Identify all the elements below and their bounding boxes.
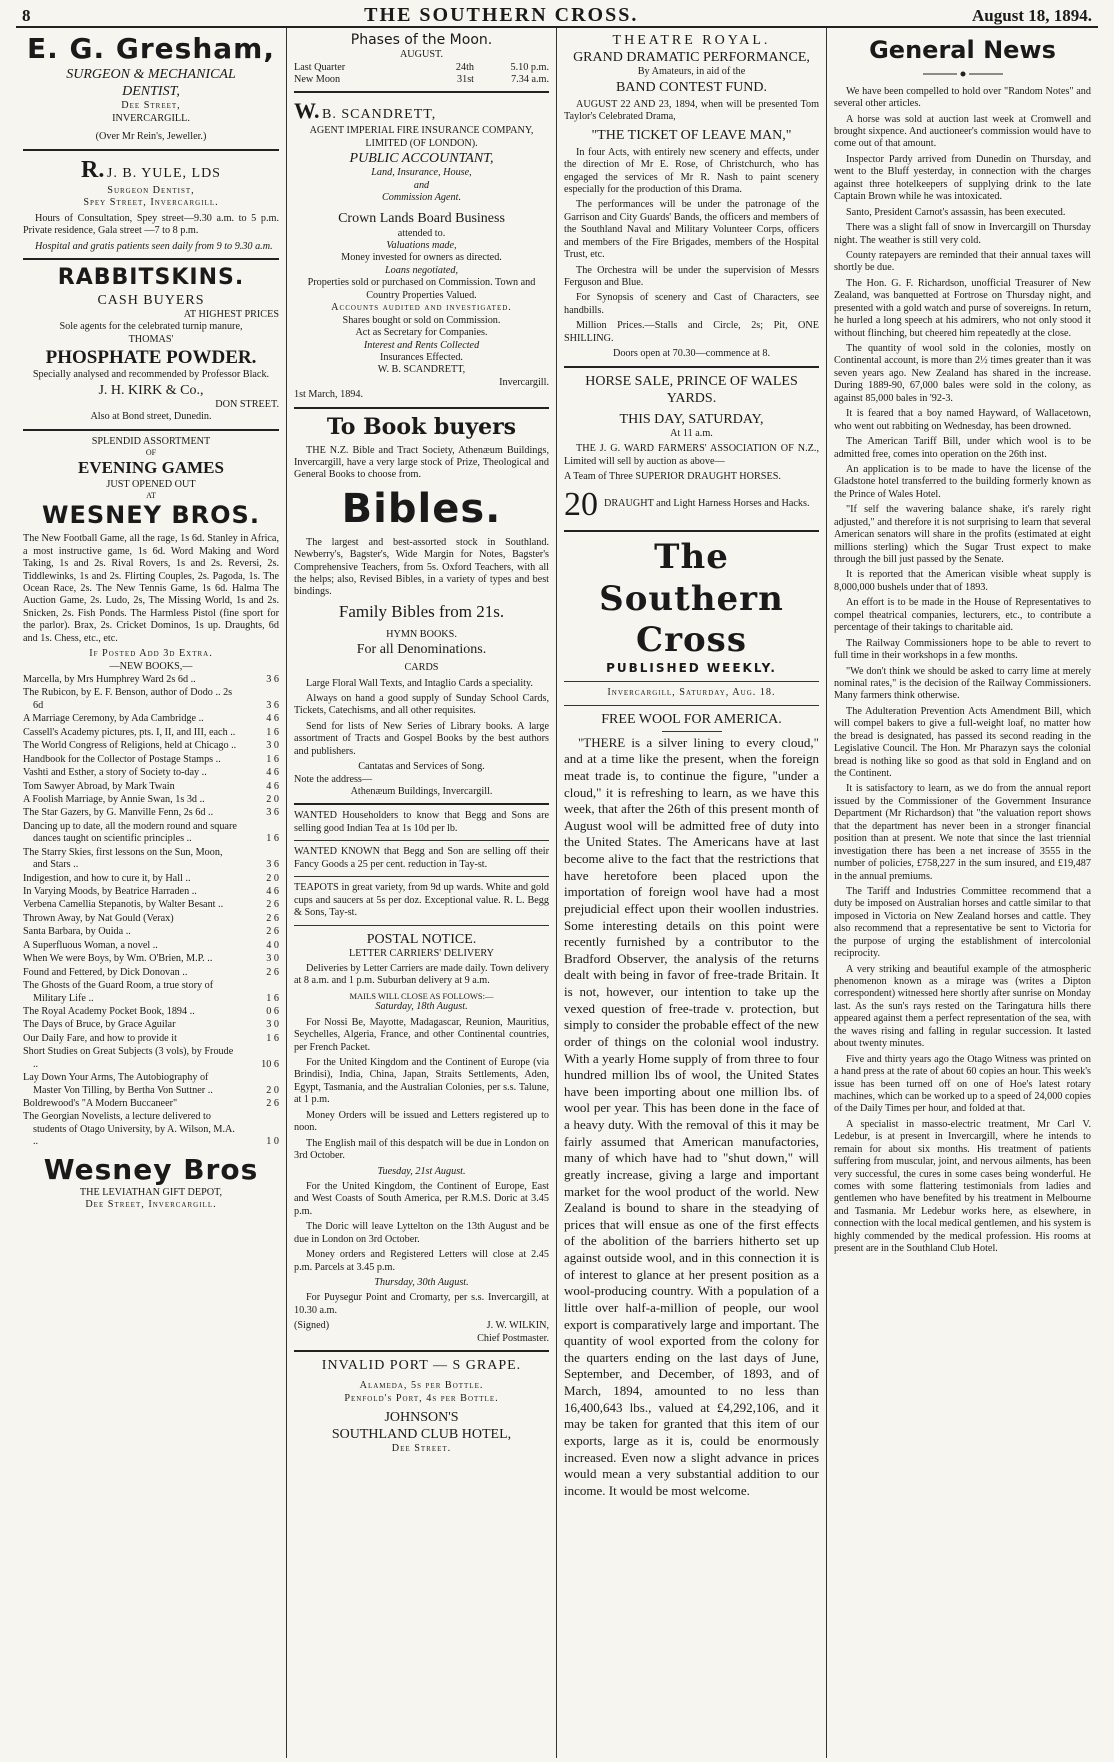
scandrett-pa: PUBLIC ACCOUNTANT, — [349, 151, 494, 167]
bibles-title: Bibles. — [341, 485, 502, 532]
dateline: Invercargill, Saturday, Aug. 18. — [607, 687, 776, 699]
book-item — [23, 674, 279, 686]
postal-mails: MAILS WILL CLOSE AS FOLLOWS:— — [349, 990, 494, 1001]
games-ad — [23, 436, 279, 530]
send-text: Send for lists of New Series of Library books. A large assortment of Tracts and Gospel Books by the best authors and publishers. — [294, 720, 549, 757]
wesney-bros-header: WESNEY BROS. — [42, 500, 260, 529]
moon-month: AUGUST. — [399, 49, 444, 61]
postal-p7: Money orders and Registered Letters will close at 2.45 p.m. Parcels at 3.45 p.m. — [294, 1249, 549, 1273]
book-title: Santa Barbara, by Ouida .. — [23, 926, 131, 938]
book-price: 2 0 — [266, 793, 279, 805]
note-address: Note the address— — [294, 773, 373, 785]
wesney-footer — [23, 1153, 279, 1212]
book-item — [23, 873, 279, 885]
horse-title: HORSE SALE, PRINCE OF WALES YARDS. — [585, 373, 798, 406]
book-title: Cassell's Academy pictures, pts. I, II, and III, each .. — [23, 726, 236, 738]
moon-time: 7.34 a.m. — [511, 73, 549, 85]
book-title: In Varying Moods, by Beatrice Harraden .. — [23, 886, 197, 898]
book-item — [23, 953, 279, 965]
scandrett-land: Land, Insurance, House, — [371, 167, 472, 179]
wool-article — [564, 711, 819, 1500]
gresham-town: INVERCARGILL. — [112, 112, 190, 124]
cards-title: CARDS — [404, 662, 439, 674]
scandrett-agent: AGENT IMPERIAL FIRE INSURANCE COMPANY, LIMITED (OF LONDON). — [309, 125, 534, 149]
book-item — [23, 967, 279, 979]
book-item — [23, 913, 279, 925]
book-item — [23, 847, 279, 872]
news-item: A horse was sold at auction last week at Cromwell and brought sixpence. And auctioneer's commission would have to come out of that amount. — [834, 113, 1091, 150]
book-item — [23, 886, 279, 898]
theatre-dates: AUGUST 22 AND 23, 1894, when will be presented Tom Taylor's Celebrated Drama, — [564, 98, 819, 123]
book-price: 2 6 — [266, 926, 279, 938]
horse-team: A Team of Three SUPERIOR DRAUGHT HORSES. — [564, 471, 781, 483]
column-1 — [16, 28, 286, 1758]
paper-masthead — [564, 537, 819, 705]
book-title: The Royal Academy Pocket Book, 1894 .. — [23, 1005, 195, 1017]
hymn-books: HYMN BOOKS. — [386, 628, 457, 640]
invalid-l4: SOUTHLAND CLUB HOTEL, — [331, 1427, 512, 1443]
kirk-name: J. H. KIRK & Co., — [98, 382, 204, 398]
theatre-grand: GRAND DRAMATIC PERFORMANCE, — [573, 50, 810, 66]
yule-initial: R. — [81, 156, 105, 183]
book-item — [23, 926, 279, 938]
news-item: The Railway Commissioners hope to be able to revert to full time in their workshops in a few months. — [834, 637, 1091, 662]
moon-phase: New Moon — [294, 73, 341, 85]
column-3 — [556, 28, 826, 1758]
cantatas-text: Cantatas and Services of Song. — [358, 761, 485, 773]
scandrett-insur: Insurances Effected. — [380, 351, 463, 363]
published-weekly: PUBLISHED WEEKLY. — [606, 661, 777, 676]
news-item: County ratepayers are reminded that their annual taxes will shortly be due. — [834, 249, 1091, 274]
theatre-orch: The Orchestra will be under the supervision of Messrs Ferguson and Blue. — [564, 264, 819, 288]
all-denominations: For all Denominations. — [356, 641, 487, 657]
news-item: "If self the wavering balance shake, it's rarely right adjusted," and therefore it is not surprising to learn that several American senators will share in the profits (estimated at eight millions sterling) which the Sugar Trust expect to make through the bill just passed by the Senate. — [834, 504, 1091, 566]
yule-role: Surgeon Dentist, — [107, 184, 195, 196]
postal-signed: (Signed) — [294, 1320, 330, 1332]
theatre-title: THEATRE ROYAL. — [612, 33, 771, 48]
book-title: Marcella, by Mrs Humphrey Ward 2s 6d .. — [23, 674, 196, 686]
gresham-role2: DENTIST, — [122, 84, 180, 100]
yule-ad — [23, 156, 279, 253]
book-price: 3 6 — [266, 674, 279, 686]
scandrett-interest: Interest and Rents Collected — [363, 339, 480, 351]
book-item — [23, 754, 279, 766]
gresham-name: E. G. Gresham, — [27, 32, 275, 65]
book-price: 4 6 — [266, 886, 279, 898]
scandrett-accounts: Accounts audited and investigated. — [331, 302, 512, 314]
scandrett-sigtown: Invercargill. — [499, 376, 549, 388]
book-price: 4 6 — [266, 767, 279, 779]
book-item — [23, 821, 279, 846]
ornament-icon — [834, 69, 1091, 81]
scandrett-money: Money invested for owners as directed. — [341, 252, 502, 264]
moon-phase: Last Quarter — [294, 61, 346, 73]
rabbitskins-spec: Specially analysed and recommended by Professor Black. — [32, 369, 270, 381]
book-price: 2 6 — [266, 1098, 279, 1110]
book-item — [23, 781, 279, 793]
book-price: 4 6 — [266, 713, 279, 725]
rabbitskins-prices: AT HIGHEST PRICES — [183, 308, 279, 320]
book-title: The Days of Bruce, by Grace Aguilar — [23, 1019, 176, 1031]
scandrett-name: B. SCANDRETT, — [322, 107, 437, 123]
phosphate-powder: PHOSPHATE POWDER. — [45, 347, 257, 369]
games-list: The New Football Game, all the rage, 1s 6d. Stanley in Africa, a most instructive game, 1s 6d. Word Making and Word Taking, 1s and 2s. Rival Rovers, 1s and 2s. Reversi, 2s. Tiddlewinks, 1s and 2s. Flirting Couples, 2s. Pagoda, 1s. The Ocean Race, 2s. The New Tennis Game, 1s 6d. Halma The Auction Game, 2s. Ludo, 2s, The Missing World, 1s and 2s. Snicken, 2s. Fish Ponds. The Harmless Pistol (fine sport for the parlor). Brax, 2s. Cricket Dominos, 1s up. Draughts, 6d and 1s. Chess, etc., etc. — [23, 533, 279, 644]
postal-p2: For the United Kingdom and the Continent of Europe (via Brindisi), India, China, Japan, Straits Settlements, Aden, Egypt, Tasmania, and the Australian Colonies, per s.s. Talune, at 1 p.m. — [294, 1057, 549, 1106]
scandrett-initial: W. — [294, 98, 320, 124]
book-title: The Ghosts of the Guard Room, a true story of Military Life .. — [23, 980, 214, 1004]
moon-row — [294, 74, 549, 86]
scandrett-loans: Loans negotiated, — [384, 264, 458, 276]
postal-p5: For the United Kingdom, the Continent of Europe, East and West Coasts of South America, per R.M.S. Doric at 3.45 p.m. — [294, 1180, 549, 1217]
book-item — [23, 687, 279, 712]
book-item — [23, 794, 279, 806]
wesney-brand: Wesney Bros — [43, 1152, 259, 1186]
scandrett-sig: W. B. SCANDRETT, — [377, 364, 466, 376]
scandrett-props: Properties sold or purchased on Commission. Town and Country Properties Valued. — [307, 277, 536, 301]
gresham-role1: SURGEON & MECHANICAL — [66, 67, 236, 83]
book-price: 1 6 — [266, 1032, 279, 1044]
paper-masthead-title: The Southern Cross — [599, 537, 784, 661]
book-title: Dancing up to date, all the modern round and square dances taught on scientific principles .. — [23, 820, 237, 845]
news-item: The Hon. G. F. Richardson, unofficial Treasurer of New Zealand, was banquetted at Fortrose on Thursday night, and presented with a gold watch and purse of sovereigns. In return, he hurled a long speech at his admirers, who not only stood it without flinching, but cheered him repeatedly at the close. — [834, 277, 1091, 339]
games-l2: OF — [145, 448, 157, 458]
book-price: 2 0 — [266, 872, 279, 884]
postal-notice — [294, 931, 549, 1346]
theatre-royal-ad — [564, 32, 819, 361]
book-title: Indigestion, and how to cure it, by Hall .. — [23, 872, 191, 884]
invalid-l2: Penfold's Port, 4s per Bottle. — [344, 1392, 499, 1404]
book-title: Our Daily Fare, and how to provide it — [23, 1032, 177, 1044]
book-title: The Rubicon, by E. F. Benson, author of Dodo .. 2s 6d — [23, 687, 233, 711]
book-price: 1 6 — [266, 992, 279, 1004]
books-list — [23, 674, 279, 1149]
news-item: Inspector Pardy arrived from Dunedin on Thursday, and went to the Bluff yesterday, in connection with the charges against three hotelkeepers of supplying drink to the late Captain Brown while he was intoxicated. — [834, 153, 1091, 203]
new-books-header: —NEW BOOKS,— — [109, 660, 193, 672]
book-title: The Star Gazers, by G. Manville Fenn, 2s 6d .. — [23, 807, 214, 819]
book-price: 1 6 — [266, 833, 279, 845]
rabbitskins-agents: Sole agents for the celebrated turnip manure, — [59, 321, 243, 333]
book-title: Lay Down Your Arms, The Autobiography of Master Von Tilling, by Bertha Von Suttner .. — [23, 1072, 213, 1096]
scandrett-valuations: Valuations made, — [386, 240, 457, 251]
book-price: 1 6 — [266, 753, 279, 765]
news-item: The quantity of wool sold in the colonies, mostly on Continental account, is more than 2½ times greater than it was seven years ago. New Zealand has shared in the increase. During 1889-90, 67,000 bales were sold in the colony, as against 85,000 bales in '92-3. — [834, 343, 1091, 404]
book-title: Tom Sawyer Abroad, by Mark Twain — [23, 780, 175, 792]
news-list — [834, 86, 1091, 1256]
teapots-ad: TEAPOTS in great variety, from 9d up wards. White and gold cups and saucers at 5s per doz. Exceptional value. R. L. Begg & Sons, Tay-st. — [294, 882, 549, 919]
news-item: The Tariff and Industries Committee recommend that a duty be imposed on Australian horses and cattle similar to that imposed in Victoria on New Zealand horses and cattle. They also recommend that a representative be sent to Victoria for the purpose of urging the establishment of intercolonial reciprocity. — [834, 885, 1091, 960]
book-title: Boldrewood's "A Modern Buccaneer" — [23, 1098, 178, 1110]
theatre-synopsis: For Synopsis of scenery and Cast of Characters, see handbills. — [564, 292, 819, 316]
book-title: A Superfluous Woman, a novel .. — [23, 939, 158, 951]
book-item — [23, 1033, 279, 1045]
theatre-perf: The performances will be under the patronage of the Garrison and City Guards' Bands, the officers and members of the Southland Naval and Military Volunteer Corps, officers and members of the Fire Brigades, members of the Hospital Trust, etc. — [564, 199, 819, 261]
column-4 — [826, 28, 1098, 1758]
book-buyers-ad — [294, 414, 549, 799]
newspaper-title: THE SOUTHERN CROSS. — [364, 4, 639, 26]
scandrett-shares: Shares bought or sold on Commission. — [342, 314, 501, 326]
invalid-l3: JOHNSON'S — [384, 1410, 459, 1426]
postal-sub: LETTER CARRIERS' DELIVERY — [348, 947, 495, 959]
games-l3: EVENING GAMES — [78, 458, 224, 478]
moon-table — [294, 62, 549, 87]
news-item: We have been compelled to hold over "Random Notes" and several other articles. — [834, 85, 1091, 110]
book-price: 2 6 — [266, 912, 279, 924]
yule-hospital: Hospital and gratis patients seen daily from 9 to 9.30 a.m. — [35, 240, 273, 252]
page-masthead — [16, 4, 1098, 28]
book-item — [23, 807, 279, 819]
kirk-street: DON STREET. — [215, 398, 279, 410]
book-price: 3 6 — [266, 807, 279, 819]
kirk-bond: Also at Bond street, Dunedin. — [90, 411, 212, 423]
scandrett-and: and — [413, 179, 430, 191]
general-news-title: General News — [869, 36, 1056, 64]
yule-address: Spey Street, Invercargill. — [83, 197, 219, 209]
news-item: A very striking and beautiful example of the atmospheric phenomenon known as a mirage was (writes a Dipton correspondent) witnessed here shortly after sunrise on Monday last. As the sun's rays rested on the Taringatura hills there appeared against them a perfect representation of the sea, with the waves rising and falling in regular succession. It lasted about twenty minutes. — [834, 963, 1091, 1050]
horse-text: THE J. G. WARD FARMERS' ASSOCIATION OF N.Z., Limited will sell by auction as above— — [564, 443, 819, 467]
gresham-street: Dee Street, — [121, 100, 181, 112]
book-item — [23, 727, 279, 739]
book-title: Verbena Camellia Stepanotis, by Walter Besant .. — [23, 899, 224, 911]
book-price: 3 0 — [266, 1019, 279, 1031]
book-title: The Starry Skies, first lessons on the Sun, Moon, and Stars .. — [23, 846, 223, 871]
book-price: 4 0 — [266, 939, 279, 951]
leviathan-depot: THE LEVIATHAN GIFT DEPOT, — [79, 1186, 223, 1198]
postal-tue: Tuesday, 21st August. — [377, 1165, 466, 1177]
article-body: "THERE is a silver lining to every cloud," and at a time like the present, when the foreign meat trade is, to continue the figure, "under a cloud," it is refreshing to learn, as we have this week, that after the 26th of this present month of August wool will be admitted free of duty into the United States. The Americans have at last become alive to the fact that the restrictions that have heretofore been placed upon the importation of foreign wool have had a most prejudicial effect upon their woollen industries. Some interesting details on this point were recently furnished by a contributor to the Bradford Observer, the analysis of the returns dealt with being in favor of free-trade Britain. It is not, however, our intention to take up the vexed question of free-trade v. protection, but simply to consider the probable effect of the new order of things on the colonial wool industry. With a yearly Home supply of from three to four hundred million lbs of wool, the United States have been importing about one million lbs. of wool per year. This has been done in the face of a heavy duty. With the removal of this it may be fairly assumed that American manufactories, many of which have had to "shut down," will greatly increase, giving a large and important market for the wool product of the world. New Zealand is bound to share in the steadying of prices that will ensue as one of the first effects of the abolition of the barriers hitherto set up against outside wool, and in this connection it is of interest to glance at her present position as a wool-producing country. With a population of a little over half-a-million of people, our wool export is comparatively large and important. The quantity of wool exported from the colony for the quarters ending on the last days of June, September, and December, of 1893, and of March, 1894, amounted to no less than 16,400,643 lbs., valued at £4,292,106, and it may be taken for granted that this item of our exports, large as it is, could be enormously increased. Even now a slight advance in prices would mean a very substantial addition to our income. It would be most welcome. — [564, 734, 819, 1498]
postal-p4: The English mail of this despatch will be due in London on 3rd October. — [294, 1137, 549, 1162]
book-title: A Marriage Ceremony, by Ada Cambridge .. — [23, 713, 204, 725]
book-title: Short Studies on Great Subjects (3 vols), by Froude .. — [23, 1046, 234, 1070]
postal-chief: Chief Postmaster. — [477, 1332, 549, 1344]
postal-p6: The Doric will leave Lyttelton on the 13th August and be due in London on 3rd October. — [294, 1221, 549, 1245]
book-buyers-title: To Book buyers — [326, 413, 517, 440]
news-item: It is reported that the American visible wheat supply is 8,000,000 bushels under that of 1893. — [834, 569, 1091, 593]
book-price: 2 6 — [266, 899, 279, 911]
book-price: 4 6 — [266, 780, 279, 792]
always-text: Always on hand a good supply of Sunday School Cards, Tickets, Catechisms, and all other requisites. — [294, 692, 549, 717]
book-item — [23, 940, 279, 952]
gresham-note: (Over Mr Rein's, Jeweller.) — [95, 131, 207, 143]
book-price: 3 6 — [266, 699, 279, 711]
horse-time: At 11 a.m. — [670, 427, 713, 439]
book-price: 1 6 — [266, 726, 279, 738]
book-price: 1 0 — [266, 1136, 279, 1148]
postal-sat: Saturday, 18th August. — [375, 1001, 468, 1013]
yule-name: J. B. YULE, LDS — [106, 165, 221, 181]
family-bibles: Family Bibles from 21s. — [338, 601, 505, 621]
scandrett-crown: Crown Lands Board Business — [338, 211, 505, 227]
news-item: An effort is to be made in the House of Representatives to compel theatrical companies, lecturers, etc., to contribute a percentage of their takings to charitable aid. — [834, 597, 1091, 634]
scandrett-date: 1st March, 1894. — [294, 389, 364, 401]
book-price: 2 0 — [266, 1084, 279, 1096]
rabbitskins-ad — [23, 265, 279, 424]
book-price: 3 0 — [266, 953, 279, 965]
invalid-l5: Dee Street. — [391, 1443, 452, 1455]
postal-p1: For Nossi Be, Mayotte, Madagascar, Reunion, Mauritius, Seychelles, Algeria, France, and other Continental countries, per French Packet. — [294, 1016, 549, 1053]
scandrett-ad — [294, 98, 549, 401]
news-item: Five and thirty years ago the Otago Witness was printed on a hand press at the rate of about 60 copies an hour. This week's issue has been turned off on one of Hoe's latest rotary machines, which can be worked up to a speed of 24,000 copies of the Daily Times per hour, and folded at that. — [834, 1053, 1091, 1115]
moon-row — [294, 62, 549, 74]
invalid-port-ad — [294, 1357, 549, 1456]
moon-time: 5.10 p.m. — [510, 61, 549, 73]
book-item — [23, 1019, 279, 1031]
yule-hours: Hours of Consultation, Spey street—9.30 a.m. to 5 p.m. Private residence, Gala street —7 to 8 p.m. — [23, 212, 279, 237]
book-title: A Foolish Marriage, by Annie Swan, 1s 3d .. — [23, 793, 205, 805]
wesney-address: Dee Street, Invercargill. — [85, 1199, 217, 1211]
moon-title: Phases of the Moon. — [350, 32, 493, 48]
book-price: 3 0 — [266, 740, 279, 752]
book-item — [23, 1046, 279, 1071]
book-item — [23, 1006, 279, 1018]
book-price: 10 6 — [261, 1058, 279, 1070]
book-item — [23, 713, 279, 725]
book-title: Found and Fettered, by Dick Donovan .. — [23, 966, 188, 978]
book-price: 3 6 — [266, 859, 279, 871]
games-l1: SPLENDID ASSORTMENT — [91, 435, 211, 447]
theatre-prices: Million Prices.—Stalls and Circle, 2s; Pit, ONE SHILLING. — [564, 320, 819, 344]
horse-day: THIS DAY, SATURDAY, — [619, 411, 764, 427]
moon-phases — [294, 32, 549, 86]
scandrett-comm: Commission Agent. — [381, 192, 462, 204]
article-title: FREE WOOL FOR AMERICA. — [601, 711, 782, 727]
games-l5: AT — [146, 491, 156, 501]
book-title: Vashti and Esther, a story of Society to-day .. — [23, 767, 207, 779]
book-item — [23, 1098, 279, 1110]
invalid-l1: Alameda, 5s per Bottle. — [359, 1380, 484, 1392]
news-item: An application is to be made to have the license of the Gladstone hotel transferred to the building formerly known as the Prince of Wales Hotel. — [834, 463, 1091, 500]
horse-number: 20 — [564, 485, 598, 523]
book-title: Handbook for the Collector of Postage Stamps .. — [23, 753, 221, 765]
theatre-doors: Doors open at 70.30—commence at 8. — [612, 348, 771, 360]
news-item: It is feared that a boy named Hayward, of Wallacetown, who went out rabbiting on Wednesday, has been drowned. — [834, 408, 1091, 432]
invalid-port-title: INVALID PORT — S GRAPE. — [321, 1358, 522, 1374]
postal-wilkin: J. W. WILKIN, — [486, 1320, 549, 1332]
book-item — [23, 767, 279, 779]
issue-date: August 18, 1894. — [972, 6, 1092, 25]
scandrett-secretary: Act as Secretary for Companies. — [355, 327, 488, 339]
postal-title: POSTAL NOTICE. — [366, 931, 477, 947]
moon-day: 24th — [455, 61, 474, 73]
book-item — [23, 1072, 279, 1097]
theatre-play: "THE TICKET OF LEAVE MAN," — [591, 127, 792, 143]
theatre-fund: BAND CONTEST FUND. — [615, 79, 768, 95]
moon-day: 31st — [457, 73, 474, 85]
book-item — [23, 1111, 279, 1148]
book-title: Thrown Away, by Nat Gould (Verax) — [23, 912, 174, 924]
cards-text: Large Floral Wall Texts, and Intaglio Cards a speciality. — [306, 677, 533, 689]
column-2 — [286, 28, 556, 1758]
news-item: Santo, President Carnot's assassin, has been executed. — [846, 206, 1066, 218]
news-item: There was a slight fall of snow in Invercargill on Thursday night. The weather is still very cold. — [834, 222, 1091, 246]
news-item: The Adulteration Prevention Acts Amendment Bill, which will compel bakers to give a full-weight loaf, no matter how the bread is designated, has passed its second reading in the Legislative Council. The Hon. Mr Pharazyn says the colonial bread is nothing like so good as that sold in England and on the Continent. — [834, 705, 1091, 780]
scandrett-attended: attended to. — [397, 227, 446, 239]
book-item — [23, 740, 279, 752]
wanted-tea: WANTED Householders to know that Begg and Sons are selling good Indian Tea at 1s 10d per lb. — [294, 810, 549, 834]
rabbitskins-cash: CASH BUYERS — [97, 292, 205, 308]
news-item: "We don't think we should be asked to carry lime at merely nominal rates," is the decision of the Railway Commissioners. Many farmers think otherwise. — [834, 665, 1091, 702]
postal-p8: For Puysegur Point and Cromarty, per s.s. Invercargill, at 10.30 a.m. — [294, 1292, 549, 1316]
book-price: 0 6 — [266, 1005, 279, 1017]
book-price: 2 6 — [266, 966, 279, 978]
rabbitskins-thomas: THOMAS' — [128, 333, 174, 345]
book-title: The Georgian Novelists, a lecture delivered to students of Otago University, by A. Wilson, M.A. .. — [23, 1111, 235, 1148]
postal-thu: Thursday, 30th August. — [374, 1277, 469, 1288]
rabbitskins-title: RABBITSKINS. — [57, 265, 245, 291]
gresham-ad — [23, 32, 279, 144]
book-title: The World Congress of Religions, held at Chicago .. — [23, 740, 237, 752]
horse-sale-ad — [564, 373, 819, 525]
athenaeum-address: Athenæum Buildings, Invercargill. — [350, 786, 493, 797]
theatre-acts: In four Acts, with entirely new scenery and effects, under the direction of Mr E. Rose, of Christchurch, who has engaged the services of Mr R. Nash to paint scenery especially for the production of this Drama. — [564, 146, 819, 195]
book-item — [23, 899, 279, 911]
book-buyers-intro: THE N.Z. Bible and Tract Society, Athenæum Buildings, Invercargill, have a very large stock of Prize, Theological and General Books to choose from. — [294, 444, 549, 481]
games-l4: JUST OPENED OUT — [106, 478, 196, 490]
news-item: It is satisfactory to learn, as we do from the annual report issued by the Commissioner of the Government Insurance Department (Mr Richardson) that "the valuation report shows that the department has never been in a stronger financial position than at present. We note that since the last triennial investigation there has been a net increase of 3555 in the number of policies, £758,227 in the sum insured, and £19,487 in the annual premiums. — [834, 783, 1091, 882]
book-item — [23, 980, 279, 1005]
wanted-fancy-goods: WANTED KNOWN that Begg and Son are selling off their Fancy Goods a 25 per cent. reduction in Tay-st. — [294, 846, 549, 870]
book-title: When We were Boys, by Wm. O'Brien, M.P. .. — [23, 953, 213, 965]
postal-p3: Money Orders will be issued and Letters registered up to noon. — [294, 1109, 549, 1134]
page-number: 8 — [22, 6, 31, 25]
theatre-by: By Amateurs, in aid of the — [637, 66, 746, 78]
bibles-text: The largest and best-assorted stock in Southland. Newberry's, Bagster's, Wide Margin for Notes, Bagster's Comprehensive Teachers, from 5s. Oxford Teachers, with all the helps; also, Revised Bibles, in a variety of types and best bindings. — [294, 536, 549, 598]
news-item: The American Tariff Bill, under which wool is to be admitted free, comes into operation on the 26th inst. — [834, 436, 1091, 460]
postage-note: If Posted Add 3d Extra. — [89, 648, 213, 660]
postal-l1: Deliveries by Letter Carriers are made daily. Town delivery at 8 a.m. and 1 p.m. Suburban delivery at 9 a.m. — [294, 963, 549, 987]
horse-draught: DRAUGHT and Light Harness Horses and Hacks. — [604, 498, 810, 510]
news-item: A specialist in masso-electric treatment, Mr Carl V. Ledebur, is at present in Invercargill, where he intends to remain for about six months. His treatment of patients suffering from muscular, joint, and nervous ailments, has been very successful, the cures in some cases being wonderful. He comes with some flattering testimonials from ladies and gentlemen who have benefited by his treatment in Melbourne and Tasmania. Mr Ledebur works here, as elsewhere, in connection with the local medical gentlemen, and his system is highly commended by the medical profession. His rooms at present are in the Southland Club Hotel. — [834, 1118, 1091, 1255]
